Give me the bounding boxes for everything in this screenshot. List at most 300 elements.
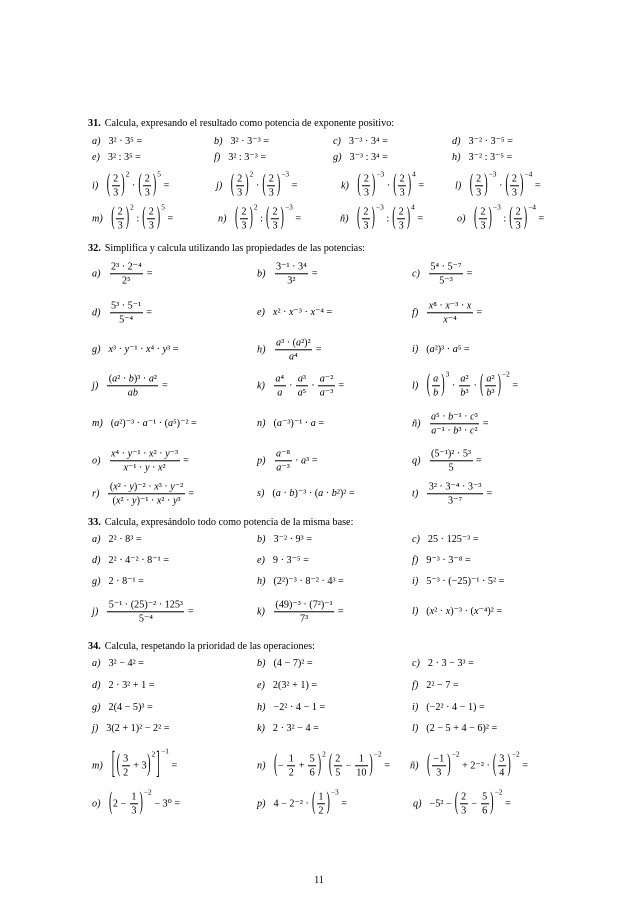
numerator bbox=[110, 300, 143, 313]
variable: c bbox=[470, 411, 475, 423]
math-text: 5 bbox=[448, 462, 454, 474]
numerator bbox=[397, 206, 405, 219]
exponent: −3 bbox=[488, 169, 497, 179]
fraction bbox=[275, 448, 292, 473]
right-paren: ) bbox=[447, 750, 451, 779]
math-text: = bbox=[180, 455, 189, 467]
fraction bbox=[107, 599, 184, 624]
right-paren: ) bbox=[520, 170, 524, 199]
paren-group bbox=[111, 202, 134, 232]
fraction bbox=[514, 206, 522, 231]
math-text: = bbox=[532, 180, 541, 192]
denominator bbox=[479, 220, 487, 232]
left-paren: ( bbox=[328, 750, 333, 779]
exercise-item bbox=[92, 344, 179, 356]
denominator bbox=[317, 805, 325, 817]
paren-group bbox=[138, 169, 161, 199]
exercise-item bbox=[412, 411, 489, 436]
math-text: 3 bbox=[131, 805, 137, 817]
left-paren: ( bbox=[262, 170, 266, 199]
paren-group bbox=[357, 169, 385, 199]
item-label: m) bbox=[92, 213, 103, 225]
variable: x bbox=[445, 300, 450, 312]
math-expression bbox=[426, 481, 492, 506]
left-paren: ( bbox=[116, 750, 121, 779]
math-text: = bbox=[464, 268, 473, 280]
exponent: 2 bbox=[253, 202, 258, 212]
right-paren: ) bbox=[139, 788, 143, 817]
denominator bbox=[442, 314, 458, 326]
left-paren: ( bbox=[230, 170, 235, 199]
paren-group bbox=[392, 202, 415, 232]
numerator bbox=[274, 599, 334, 612]
math-expression bbox=[109, 261, 153, 286]
exercise-item bbox=[412, 369, 519, 399]
math-text: 2 · 3² + 1 = bbox=[108, 680, 155, 692]
item-label: l) bbox=[455, 180, 462, 192]
exercise-item bbox=[92, 261, 152, 286]
exercise-item bbox=[257, 337, 321, 362]
variable: b bbox=[448, 411, 454, 423]
item-label: a) bbox=[92, 268, 101, 280]
denominator bbox=[298, 613, 309, 625]
math-text: a⁻³ bbox=[276, 462, 290, 474]
math-text: a⁻¹ · b³ · c² bbox=[431, 425, 478, 437]
variable: x bbox=[429, 606, 435, 618]
math-text: − bbox=[342, 760, 354, 772]
right-paren: ) bbox=[152, 170, 157, 199]
numerator bbox=[429, 261, 463, 274]
variable: x bbox=[123, 462, 129, 474]
exercise-item bbox=[257, 680, 317, 692]
math-text: (49)⁻³ · (7²)⁻¹ bbox=[275, 599, 333, 611]
variable: a bbox=[275, 373, 281, 385]
paren-group bbox=[393, 169, 416, 199]
variable: x bbox=[445, 606, 451, 618]
variable: a bbox=[112, 373, 118, 385]
math-text: (a²)⁻³ · a⁻¹ · (a⁵)⁻² = bbox=[110, 418, 197, 430]
variable: x bbox=[473, 606, 479, 618]
left-paren: ( bbox=[235, 203, 239, 232]
math-expression bbox=[106, 599, 194, 624]
denominator bbox=[355, 767, 368, 779]
paren-group bbox=[454, 787, 503, 817]
left-paren: ( bbox=[469, 170, 474, 199]
math-text: 2 bbox=[363, 173, 369, 185]
math-expression bbox=[426, 702, 484, 714]
math-expression bbox=[274, 576, 344, 588]
math-expression bbox=[349, 136, 388, 148]
left-paren: ( bbox=[509, 203, 513, 232]
math-text: 2 · 3 − 3³ = bbox=[427, 658, 474, 670]
variable: a bbox=[276, 418, 282, 430]
variable: x bbox=[111, 448, 116, 460]
item-label: n) bbox=[257, 418, 266, 430]
fraction bbox=[110, 448, 180, 473]
math-expression bbox=[426, 555, 470, 567]
math-text: 2 bbox=[318, 805, 324, 817]
math-text: = bbox=[381, 760, 390, 772]
math-text: = bbox=[519, 760, 528, 772]
exponent: −1 bbox=[161, 746, 169, 756]
math-text: 2 − bbox=[112, 798, 129, 810]
left-paren: ( bbox=[106, 170, 111, 199]
fraction bbox=[397, 206, 405, 231]
paren-group bbox=[469, 169, 497, 199]
fraction bbox=[432, 373, 440, 398]
item-label: c) bbox=[412, 534, 420, 546]
fraction bbox=[317, 791, 325, 816]
math-text: 3 bbox=[237, 187, 243, 199]
denominator bbox=[240, 220, 248, 232]
math-expression bbox=[109, 576, 144, 588]
numerator bbox=[236, 173, 244, 186]
math-text: = bbox=[414, 213, 424, 225]
item-label: g) bbox=[333, 152, 342, 164]
variable: a bbox=[319, 373, 325, 385]
math-expression bbox=[109, 300, 152, 325]
math-text: x⁴ · y⁻¹ · x² · y⁻³ bbox=[111, 448, 179, 460]
math-expression bbox=[469, 136, 513, 148]
numerator bbox=[130, 791, 138, 804]
numerator bbox=[271, 206, 279, 219]
exercise-item bbox=[412, 344, 470, 356]
variable: a bbox=[310, 418, 316, 430]
variable: y bbox=[170, 481, 175, 493]
fraction bbox=[429, 261, 463, 286]
denominator bbox=[116, 220, 124, 232]
math-expression bbox=[106, 169, 170, 199]
math-text: x⁸ · x⁻³ · x bbox=[428, 300, 472, 312]
exercise-item bbox=[457, 202, 545, 232]
bracket-group bbox=[111, 746, 169, 782]
math-text: · bbox=[384, 180, 393, 192]
numerator bbox=[147, 206, 155, 219]
exercise-title: Calcula, expresándolo todo como potencia de la misma base: bbox=[104, 517, 354, 529]
math-text: + 3 bbox=[130, 760, 147, 772]
math-text: · bbox=[471, 380, 480, 392]
left-paren: ( bbox=[474, 203, 478, 232]
exercise-header bbox=[88, 243, 365, 255]
exercise-item bbox=[257, 418, 324, 430]
math-text: · bbox=[449, 380, 458, 392]
math-text: 2² − 7 = bbox=[426, 680, 459, 692]
item-label: h) bbox=[257, 702, 266, 714]
paren-group bbox=[109, 787, 152, 817]
item-label: k) bbox=[341, 180, 349, 192]
right-paren: ) bbox=[488, 203, 492, 232]
item-label: l) bbox=[412, 380, 419, 392]
math-text: 3⁻² : 3⁻⁵ = bbox=[468, 152, 513, 164]
exponent: 4 bbox=[412, 169, 416, 179]
numerator bbox=[481, 791, 489, 804]
math-text: 2 bbox=[113, 173, 119, 185]
item-label: c) bbox=[333, 136, 341, 148]
math-expression bbox=[235, 202, 302, 232]
math-text: 2 bbox=[123, 767, 129, 779]
item-label: t) bbox=[412, 488, 419, 500]
denominator bbox=[147, 220, 155, 232]
item-label: k) bbox=[257, 380, 265, 392]
item-label: l) bbox=[412, 606, 419, 618]
fraction bbox=[459, 373, 470, 398]
exercise-item bbox=[412, 481, 492, 506]
math-text: −5² − bbox=[429, 798, 455, 810]
numerator bbox=[108, 481, 184, 494]
page-number: 11 bbox=[314, 875, 324, 887]
item-label: b) bbox=[257, 268, 266, 280]
right-paren: ) bbox=[147, 750, 151, 779]
exercise-item bbox=[455, 169, 541, 199]
variable: c bbox=[469, 425, 475, 437]
fraction bbox=[296, 373, 308, 398]
fraction bbox=[110, 261, 144, 286]
math-text: 6 bbox=[309, 767, 315, 779]
math-text: (−2² · 4 − 1) = bbox=[426, 702, 485, 714]
math-text: 3² − 4² = bbox=[108, 658, 144, 670]
left-paren: ( bbox=[142, 203, 146, 232]
item-label: g) bbox=[92, 576, 101, 588]
numerator bbox=[107, 373, 158, 386]
item-label: f) bbox=[412, 680, 419, 692]
math-text bbox=[277, 388, 282, 399]
variable: x bbox=[113, 481, 118, 493]
math-text: : bbox=[257, 213, 266, 225]
paren-group bbox=[474, 202, 501, 232]
item-label: h) bbox=[257, 576, 266, 588]
math-expression bbox=[428, 658, 474, 670]
denominator bbox=[318, 387, 335, 399]
math-expression bbox=[429, 411, 489, 436]
math-text: 3 bbox=[148, 220, 154, 232]
variable: a bbox=[114, 418, 120, 430]
variable: b bbox=[331, 488, 337, 500]
math-text: a⁵ bbox=[297, 387, 307, 399]
right-paren: ) bbox=[156, 203, 161, 232]
exercise-title: Simplifica y calcula utilizando las propiedades de las potencias: bbox=[104, 243, 365, 255]
left-paren: ( bbox=[138, 170, 142, 199]
denominator bbox=[459, 387, 470, 399]
numerator bbox=[432, 753, 446, 766]
variable: x bbox=[310, 307, 315, 319]
item-label: f) bbox=[412, 555, 419, 567]
paren-group bbox=[142, 202, 165, 232]
denominator bbox=[286, 275, 297, 287]
math-expression bbox=[109, 702, 153, 714]
right-paren: ) bbox=[371, 170, 376, 199]
right-paren: ) bbox=[497, 370, 501, 399]
math-text: 1 bbox=[318, 791, 324, 803]
math-expression bbox=[357, 202, 424, 232]
item-label: h) bbox=[257, 344, 266, 356]
math-expression bbox=[273, 373, 344, 398]
math-text: x³ · y⁻¹ · x⁴ · y³ = bbox=[108, 344, 179, 356]
right-paren: ) bbox=[369, 750, 373, 779]
math-expression bbox=[109, 680, 155, 692]
math-text: (a² · b)³ · a² bbox=[108, 373, 157, 385]
math-text: a⁻³ bbox=[319, 387, 334, 399]
math-text: 3⁻³ · 3⁴ = bbox=[348, 136, 388, 148]
denominator bbox=[296, 387, 308, 399]
exercise-item bbox=[412, 534, 479, 546]
math-text: = bbox=[309, 268, 318, 280]
fraction bbox=[427, 481, 483, 506]
math-text: 2 bbox=[144, 173, 150, 185]
variable: x bbox=[157, 462, 163, 474]
math-text: · bbox=[308, 380, 318, 392]
math-expression bbox=[426, 680, 458, 692]
denominator bbox=[275, 462, 292, 474]
right-paren: ) bbox=[407, 170, 412, 199]
variable: x bbox=[149, 448, 154, 460]
fraction bbox=[236, 173, 244, 198]
variable: a bbox=[319, 387, 325, 399]
math-expression bbox=[350, 152, 388, 164]
item-label: j) bbox=[92, 606, 99, 618]
item-label: o) bbox=[92, 455, 101, 467]
numerator bbox=[110, 448, 180, 461]
item-label: q) bbox=[412, 455, 421, 467]
math-text: − 3⁰ = bbox=[151, 798, 181, 810]
math-text: = bbox=[502, 798, 511, 810]
item-label: p) bbox=[257, 455, 266, 467]
math-text: = bbox=[185, 488, 195, 500]
math-text: = bbox=[143, 307, 152, 319]
math-expression bbox=[273, 680, 317, 692]
exercise-item bbox=[257, 576, 344, 588]
exercise-item bbox=[257, 261, 317, 286]
math-text: 5⁻⁴ bbox=[138, 613, 153, 625]
math-expression bbox=[273, 723, 319, 735]
math-expression bbox=[109, 534, 142, 546]
math-text: 3 bbox=[480, 220, 486, 232]
math-text: a³ bbox=[297, 373, 306, 385]
fraction bbox=[460, 791, 468, 816]
math-expression bbox=[109, 136, 143, 148]
math-text: = bbox=[164, 213, 174, 225]
math-expression bbox=[274, 337, 322, 362]
numerator bbox=[287, 753, 295, 766]
math-text: a⁵ · b⁻¹ · c³ bbox=[431, 411, 478, 423]
left-paren: ( bbox=[480, 370, 484, 399]
fraction bbox=[274, 599, 334, 624]
right-bracket: ] bbox=[156, 747, 160, 782]
fraction bbox=[398, 173, 406, 198]
fraction bbox=[108, 481, 184, 506]
numerator bbox=[107, 599, 184, 612]
exponent: 2 bbox=[322, 749, 326, 759]
fraction bbox=[308, 753, 316, 778]
math-expression bbox=[109, 448, 189, 473]
exercise-item bbox=[257, 488, 355, 500]
paren-group bbox=[480, 369, 510, 399]
fraction bbox=[427, 300, 473, 325]
math-text: 2 bbox=[461, 791, 467, 803]
math-expression bbox=[274, 261, 318, 286]
exponent: −2 bbox=[143, 787, 152, 797]
exercise-item bbox=[413, 787, 511, 817]
paren-group bbox=[311, 787, 339, 817]
exercise-item bbox=[92, 787, 181, 817]
fraction bbox=[510, 173, 518, 198]
right-paren: ) bbox=[249, 203, 253, 232]
variable: x bbox=[156, 495, 162, 507]
numerator bbox=[510, 173, 518, 186]
variable: x bbox=[289, 307, 294, 319]
exercise-item bbox=[92, 555, 169, 567]
fraction bbox=[432, 753, 446, 778]
exercise-item bbox=[92, 534, 142, 546]
left-paren: ( bbox=[427, 750, 431, 779]
variable: x bbox=[146, 344, 151, 356]
denominator bbox=[432, 387, 440, 399]
denominator bbox=[430, 425, 479, 437]
math-expression bbox=[469, 169, 541, 199]
item-label: ñ) bbox=[412, 418, 421, 430]
variable: a bbox=[276, 448, 282, 460]
math-text: b³ bbox=[486, 387, 495, 399]
math-text: 1 bbox=[131, 791, 137, 803]
paren-group bbox=[274, 749, 326, 779]
math-text: 2 bbox=[363, 206, 369, 218]
exercise-item bbox=[92, 202, 174, 232]
variable: b bbox=[460, 387, 466, 399]
math-expression bbox=[109, 344, 179, 356]
math-text: 3 bbox=[144, 187, 150, 199]
item-label: c) bbox=[412, 658, 420, 670]
fraction bbox=[362, 173, 370, 198]
math-text: 2 bbox=[399, 173, 405, 185]
variable: a bbox=[148, 373, 154, 385]
paren-group bbox=[505, 169, 533, 199]
denominator bbox=[130, 805, 138, 817]
math-text: 2 bbox=[398, 206, 404, 218]
exercise-item bbox=[92, 152, 141, 164]
math-text: 3² · 3⁻³ = bbox=[230, 136, 269, 148]
paren-group bbox=[328, 749, 382, 779]
exercise-item bbox=[412, 576, 504, 588]
variable: y bbox=[165, 448, 170, 460]
math-text: = bbox=[335, 380, 345, 392]
exercise-item bbox=[412, 680, 459, 692]
math-text: 9 · 3⁻⁵ = bbox=[272, 555, 309, 567]
denominator bbox=[287, 767, 295, 779]
exponent: −3 bbox=[376, 169, 385, 179]
exercise-item bbox=[257, 723, 319, 735]
variable: a bbox=[429, 344, 435, 356]
exercise-item bbox=[214, 152, 266, 164]
math-text: 3 bbox=[461, 805, 467, 817]
math-text: a⁻² bbox=[319, 373, 334, 385]
math-expression bbox=[469, 152, 513, 164]
math-expression bbox=[109, 658, 144, 670]
math-text: a⁻⁸ bbox=[276, 448, 291, 460]
denominator bbox=[276, 387, 284, 399]
math-text: 2(4 − 5)³ = bbox=[108, 702, 153, 714]
item-label: a) bbox=[92, 136, 101, 148]
denominator bbox=[308, 767, 316, 779]
variable: y bbox=[127, 448, 133, 460]
variable: b bbox=[453, 425, 459, 437]
right-paren: ) bbox=[121, 170, 125, 199]
math-text: 2 bbox=[476, 173, 482, 185]
math-text: (5⁻¹)² · 5³ bbox=[431, 448, 471, 460]
exercise-number: 32. bbox=[88, 243, 101, 255]
numerator bbox=[143, 173, 151, 186]
fraction bbox=[275, 337, 313, 362]
math-text: 3 bbox=[511, 187, 518, 199]
variable: y bbox=[144, 462, 150, 474]
